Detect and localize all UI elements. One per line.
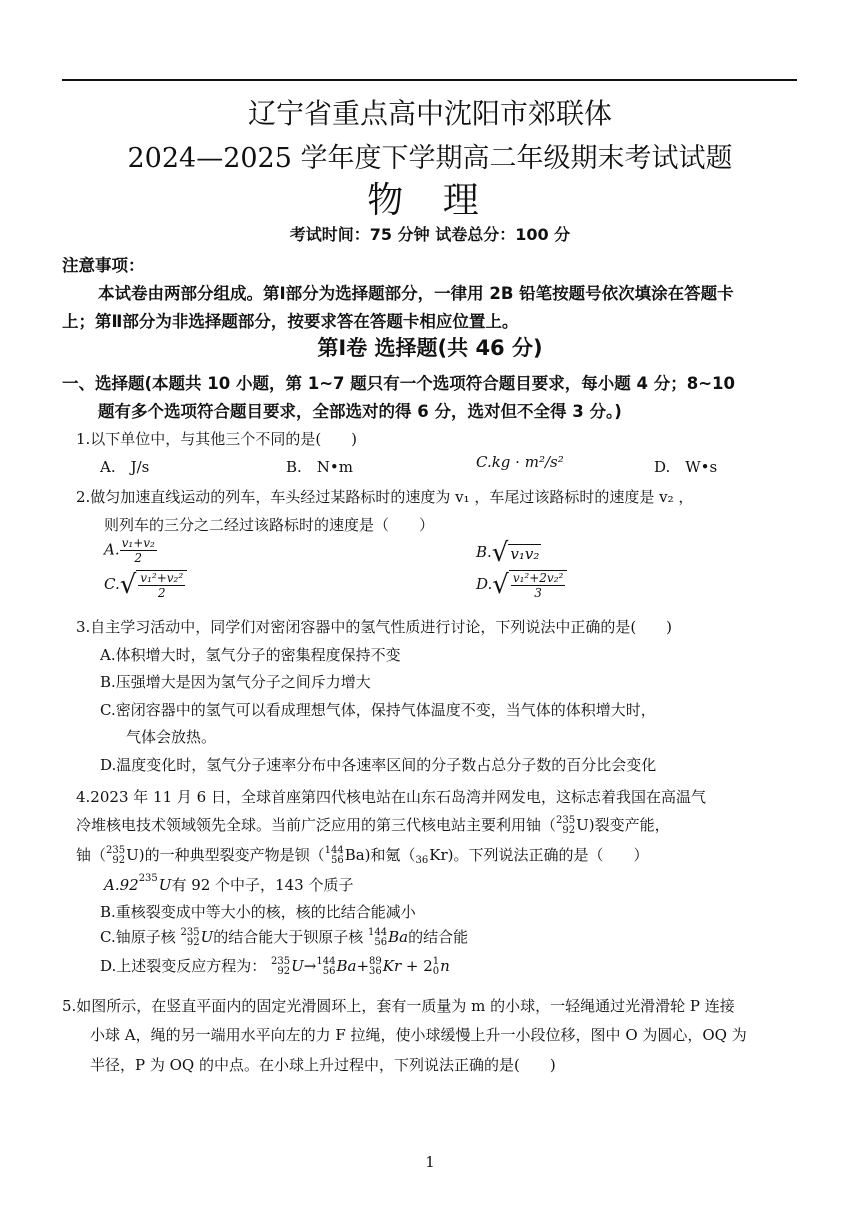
q2-option-a-label: A. (104, 540, 120, 559)
q4-option-c-a: C.铀原子核 (100, 928, 176, 946)
q2-stem-line1: 2.做匀加速直线运动的列车，车头经过某路标时的速度为 v₁ ，车尾过该路标时的速度是 v₂ ， (76, 488, 694, 506)
q4-stem-line2-text-end: U)裂变产能， (576, 816, 670, 834)
q4-option-c: C.铀原子核 235 92 U的结合能大于钡原子核 144 56 Ba的结合能 (100, 927, 469, 948)
q4-stem-line3-d: Kr)。下列说法正确的是（ ） (429, 846, 649, 864)
q3-option-c-line1: C.密闭容器中的氢气可以看成理想气体，保持气体温度不变，当气体的体积增大时， (100, 701, 656, 719)
q2-option-a (104, 536, 157, 565)
neutron-coefficient: 2 (423, 957, 433, 975)
q4-stem-line3 (76, 844, 649, 866)
q2-option-d-numerator: v₁²+2v₂² (512, 571, 564, 585)
q4-option-a: A.92235U有 92 个中子，143 个质子 (104, 873, 354, 894)
u-isotope-notation: 235 92 (180, 927, 200, 948)
q4-option-a-text: 有 92 个中子，143 个质子 (171, 876, 354, 894)
page-number: 1 (425, 1153, 435, 1171)
q2-option-c-denominator: 2 (157, 586, 166, 600)
q2-option-d-fraction (511, 571, 566, 600)
subject-title: 物 理 (367, 180, 493, 221)
q4-stem-line3-c: Ba)和氪（ (344, 846, 416, 864)
q2-option-d-label: D. (476, 575, 493, 593)
q5-stem-line2: 小球 A，绳的另一端用水平向左的力 F 拉绳，使小球缓慢上升一小段位移，图中 O 为圆心，OQ 为 (90, 1026, 747, 1044)
q1-option-a: A. J/s (100, 458, 150, 476)
sqrt-symbol: √ (491, 538, 509, 568)
q4-option-d: D.上述裂变反应方程为： 235 92 U→ 144 56 Ba+ 89 36 Kr + 2 1 0 n (100, 956, 450, 977)
q2-option-b (476, 538, 541, 568)
u-isotope-notation: 235 92 (106, 845, 126, 866)
q3-option-d: D.温度变化时，氢气分子速率分布中各速率区间的分子数占总分子数的百分比会变化 (100, 756, 657, 774)
sqrt-symbol: √ (119, 570, 137, 600)
q4-stem-line2-text: 冷堆核电技术领域领先全球。当前广泛应用的第三代核电站主要利用铀（ (76, 816, 557, 834)
q2-option-c-label: C. (104, 575, 120, 593)
q3-option-a: A.体积增大时，氢气分子的密集程度保持不变 (100, 646, 401, 664)
q4-option-c-c: 的结合能 (408, 928, 469, 946)
u-isotope-notation: 235 92 (556, 815, 576, 836)
q4-stem-line2 (76, 814, 670, 836)
kr-isotope-notation: 36 (415, 855, 429, 866)
q1-option-b: B. N•m (286, 458, 353, 476)
exam-title-line1: 辽宁省重点高中沈阳市郊联体 (247, 97, 612, 130)
u-isotope-notation: 235 92 (271, 956, 291, 977)
q2-option-a-fraction (120, 536, 157, 565)
notice-heading: 注意事项： (62, 256, 145, 275)
q2-option-d (476, 570, 567, 600)
q4-option-a-prefix: A.92 (104, 876, 139, 894)
ba-isotope-notation: 144 56 (324, 845, 344, 866)
section-title: 第Ⅰ卷 选择题(共 46 分) (317, 336, 543, 360)
q4-option-c-b: 的结合能大于钡原子核 (213, 928, 364, 946)
q2-option-c-fraction (138, 571, 185, 600)
q4-stem-line1: 4.2023 年 11 月 6 日，全球首座第四代核电站在山东石岛湾并网发电，这标志着我国在高温气 (76, 788, 706, 806)
exam-info: 考试时间：75 分钟 试卷总分：100 分 (289, 225, 571, 244)
q2-option-a-numerator: v₁+v₂ (121, 536, 155, 550)
ba-isotope-notation: 144 56 (316, 956, 336, 977)
q1-stem: 1.以下单位中，与其他三个不同的是( ) (76, 430, 358, 448)
q5-stem-line1: 5.如图所示，在竖直平面内的固定光滑圆环上，套有一质量为 m 的小球，一轻绳通过光滑滑轮 P 连接 (62, 997, 735, 1015)
q2-option-c-numerator: v₁²+v₂² (140, 571, 184, 585)
q3-stem: 3.自主学习活动中，同学们对密闭容器中的氢气性质进行讨论，下列说法中正确的是( ) (76, 618, 673, 636)
header-rule (62, 79, 797, 81)
q4-option-b: B.重核裂变成中等大小的核，核的比结合能减小 (100, 903, 416, 921)
exam-title-line2: 2024—2025 学年度下学期高二年级期末考试试题 (127, 143, 733, 174)
q2-option-b-label: B. (476, 543, 492, 561)
part-instructions-line2: 题有多个选项符合题目要求，全部选对的得 6 分，选对但不全得 3 分。) (98, 402, 622, 421)
q4-stem-line3-a: 铀（ (76, 846, 107, 864)
part-instructions-line1: 一、选择题(本题共 10 小题，第 1~7 题只有一个选项符合题目要求，每小题 4 分；8~10 (62, 374, 736, 393)
q2-option-c (104, 570, 187, 600)
notice-line2: 上；第Ⅱ部分为非选择题部分，按要求答在答题卡相应位置上。 (62, 312, 519, 331)
q4-stem-line3-b: U)的一种典型裂变产物是钡（ (126, 846, 325, 864)
q2-option-d-radicand (509, 570, 568, 600)
q2-option-b-expr: v₁v₂ (510, 544, 540, 563)
q5-stem-line3: 半径，P 为 OQ 的中点。在小球上升过程中，下列说法正确的是( ) (90, 1056, 556, 1074)
q2-option-d-denominator: 3 (534, 586, 542, 600)
sqrt-symbol: √ (492, 570, 509, 600)
q2-stem-line2: 则列车的三分之二经过该路标时的速度是（ ） (104, 516, 435, 534)
kr-isotope-notation: 89 36 (369, 956, 382, 977)
q1-option-d: D. W•s (654, 458, 718, 476)
u-mass-number: 235 (138, 873, 158, 884)
q1-option-c-expr: kg · m²/s² (491, 453, 564, 471)
q4-option-d-prefix: D.上述裂变反应方程为： (100, 957, 267, 975)
q3-option-b: B.压强增大是因为氢气分子之间斥力增大 (100, 673, 371, 691)
q3-option-c-line2: 气体会放热。 (126, 728, 217, 746)
notice-line1: 本试卷由两部分组成。第Ⅰ部分为选择题部分，一律用 2B 铅笔按题号依次填涂在答题卡 (98, 284, 734, 303)
n-isotope-notation: 1 0 (432, 956, 440, 977)
q2-option-c-radicand (136, 570, 187, 600)
q2-option-a-denominator: 2 (134, 551, 143, 565)
ba-isotope-notation: 144 56 (368, 927, 388, 948)
q1-option-c (476, 453, 564, 471)
q1-option-c-label: C. (476, 453, 492, 471)
